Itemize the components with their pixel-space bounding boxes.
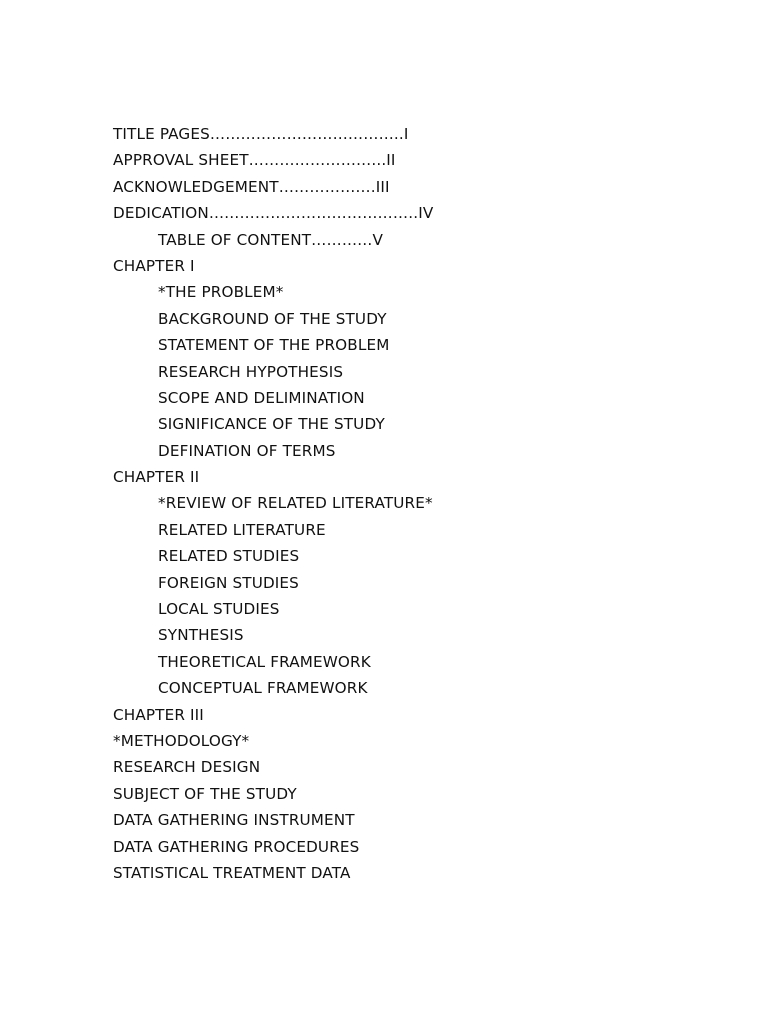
toc-line: *METHODOLOGY*: [113, 731, 250, 750]
table-of-contents: [113, 121, 713, 886]
toc-line: THEORETICAL FRAMEWORK: [158, 652, 371, 671]
toc-line: CONCEPTUAL FRAMEWORK: [158, 679, 368, 698]
toc-line: DEDICATION…………………………………..IV: [113, 204, 434, 223]
toc-line: ACKNOWLEDGEMENT……………….III: [113, 177, 390, 196]
toc-line: RELATED STUDIES: [158, 547, 300, 566]
toc-line: STATEMENT OF THE PROBLEM: [158, 336, 390, 355]
toc-line: *THE PROBLEM*: [158, 283, 284, 302]
toc-line: CHAPTER II: [113, 468, 200, 487]
toc-line: APPROVAL SHEET……………………...II: [113, 151, 396, 170]
toc-line: DEFINATION OF TERMS: [158, 441, 336, 460]
toc-line: LOCAL STUDIES: [158, 600, 280, 619]
toc-line: SYNTHESIS: [158, 626, 244, 645]
toc-line: SIGNIFICANCE OF THE STUDY: [158, 415, 385, 434]
toc-line: RELATED LITERATURE: [158, 520, 326, 539]
toc-line: TABLE OF CONTENT…………V: [158, 230, 384, 249]
toc-line: SUBJECT OF THE STUDY: [113, 784, 297, 803]
toc-line: STATISTICAL TREATMENT DATA: [113, 863, 351, 882]
toc-line: CHAPTER I: [113, 256, 195, 275]
toc-line: DATA GATHERING INSTRUMENT: [113, 811, 355, 830]
toc-line: DATA GATHERING PROCEDURES: [113, 837, 360, 856]
toc-line: SCOPE AND DELIMINATION: [158, 388, 365, 407]
toc-line: FOREIGN STUDIES: [158, 573, 299, 592]
toc-line: CHAPTER III: [113, 705, 204, 724]
toc-line: TITLE PAGES………………………………..I: [113, 125, 409, 143]
toc-line: RESEARCH HYPOTHESIS: [158, 362, 344, 381]
toc-line: RESEARCH DESIGN: [113, 758, 261, 777]
toc-line: BACKGROUND OF THE STUDY: [158, 309, 387, 328]
toc-line: *REVIEW OF RELATED LITERATURE*: [158, 494, 433, 513]
